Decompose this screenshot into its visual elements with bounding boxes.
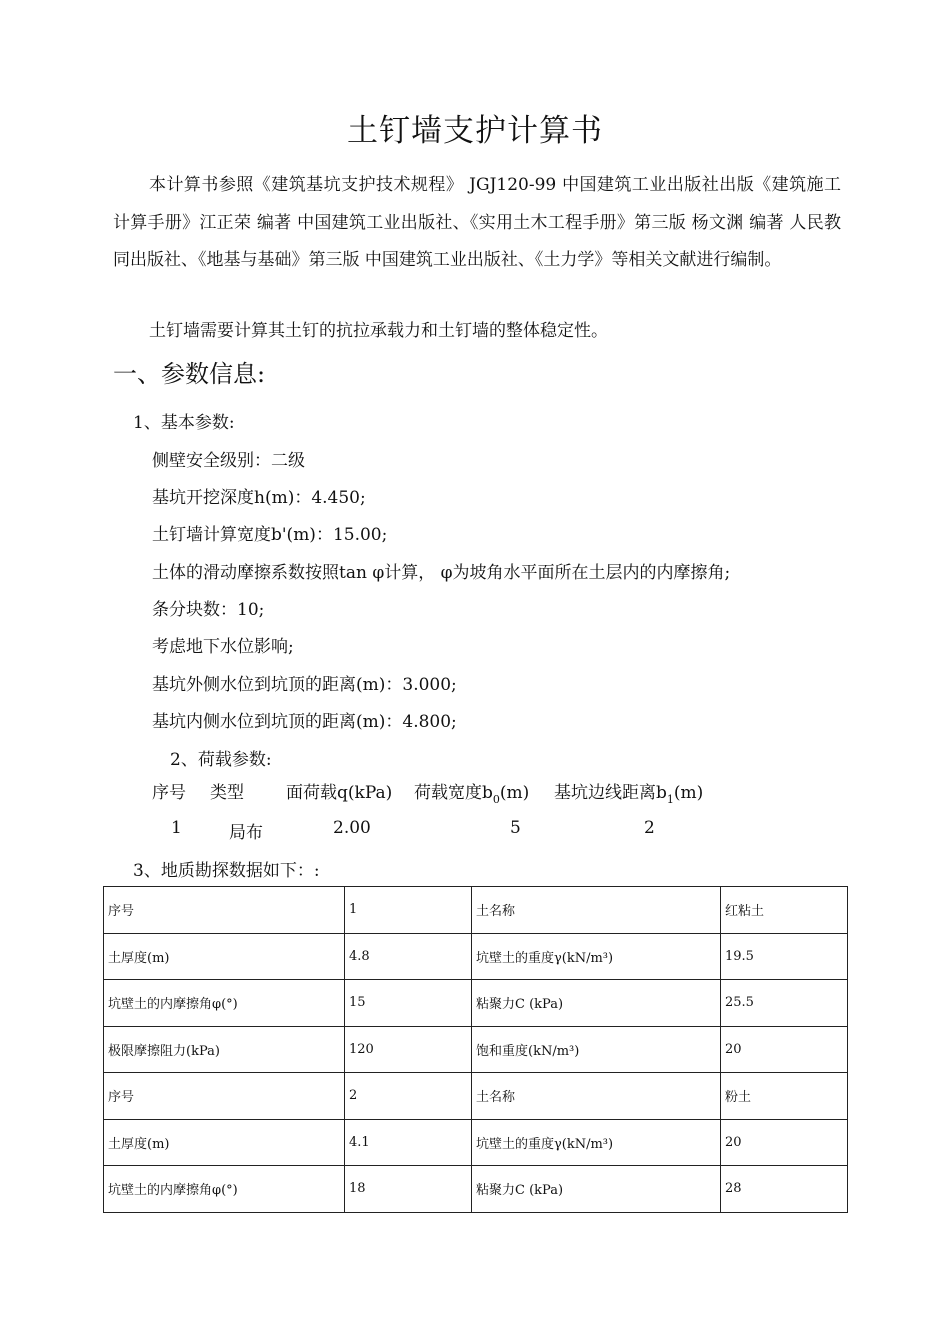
basic-param-line: 侧壁安全级别：二级 [152, 451, 305, 471]
table-cell: 坑壁土的内摩擦角φ(°) [104, 980, 345, 1027]
load-col-q: 面荷载q(kPa) [286, 783, 393, 803]
basic-param-line: 考虑地下水位影响; [152, 637, 294, 657]
table-cell: 序号 [104, 887, 345, 934]
load-value-q: 2.00 [333, 818, 371, 838]
load-col-b1 [554, 778, 703, 806]
basic-params-heading: 1、基本参数: [133, 413, 235, 433]
load-value-b0: 5 [510, 818, 521, 838]
document-title: 土钉墙支护计算书 [347, 113, 603, 149]
load-col-b1-text: 基坑边线距离b [554, 783, 667, 803]
section-heading-params: 一、参数信息: [113, 360, 266, 388]
table-cell: 1 [345, 887, 472, 934]
table-row [104, 980, 848, 1027]
table-row [104, 1166, 848, 1213]
table-cell: 饱和重度(kN/m³) [472, 1026, 721, 1073]
table-cell: 土名称 [472, 1073, 721, 1120]
table-cell: 20 [721, 1119, 848, 1166]
load-value-no: 1 [171, 818, 182, 838]
load-value-b1: 2 [644, 818, 655, 838]
table-cell: 18 [345, 1166, 472, 1213]
basic-param-line: 基坑内侧水位到坑顶的距离(m)：4.800; [152, 712, 457, 732]
table-cell: 粘聚力C (kPa) [472, 1166, 721, 1213]
basic-param-line: 基坑开挖深度h(m)：4.450; [152, 488, 366, 508]
table-row [104, 1073, 848, 1120]
table-cell: 120 [345, 1026, 472, 1073]
load-col-no: 序号 [152, 783, 186, 803]
table-cell: 坑壁土的内摩擦角φ(°) [104, 1166, 345, 1213]
table-cell: 4.8 [345, 933, 472, 980]
table-cell: 红粘土 [721, 887, 848, 934]
table-row [104, 887, 848, 934]
basic-param-line: 基坑外侧水位到坑顶的距离(m)：3.000; [152, 675, 457, 695]
table-cell: 粉土 [721, 1073, 848, 1120]
geology-table [103, 886, 848, 1213]
intro-paragraph-2: 土钉墙需要计算其土钉的抗拉承载力和土钉墙的整体稳定性。 [149, 321, 608, 341]
load-col-b1-sub: 1 [666, 793, 674, 806]
table-cell: 坑壁土的重度γ(kN/m³) [472, 933, 721, 980]
load-col-type: 类型 [210, 783, 244, 803]
table-cell: 25.5 [721, 980, 848, 1027]
table-cell: 2 [345, 1073, 472, 1120]
table-row [104, 1026, 848, 1073]
table-cell: 4.1 [345, 1119, 472, 1166]
basic-param-line: 土钉墙计算宽度b'(m)：15.00; [152, 525, 388, 545]
load-col-b0-sub: 0 [492, 793, 500, 806]
table-cell: 土厚度(m) [104, 1119, 345, 1166]
load-value-type: 局布 [229, 823, 263, 843]
table-cell: 土厚度(m) [104, 933, 345, 980]
table-cell: 极限摩擦阻力(kPa) [104, 1026, 345, 1073]
table-cell: 坑壁土的重度γ(kN/m³) [472, 1119, 721, 1166]
table-cell: 20 [721, 1026, 848, 1073]
geo-data-heading: 3、地质勘探数据如下：: [133, 861, 320, 881]
basic-param-line: 土体的滑动摩擦系数按照tan φ计算， φ为坡角水平面所在土层内的内摩擦角; [152, 563, 731, 583]
load-params-heading: 2、荷载参数: [170, 750, 272, 770]
table-cell: 粘聚力C (kPa) [472, 980, 721, 1027]
table-cell: 28 [721, 1166, 848, 1213]
table-cell: 序号 [104, 1073, 345, 1120]
table-row [104, 933, 848, 980]
load-col-b0-text: 荷载宽度b [414, 783, 493, 803]
load-col-b0-unit: (m) [499, 783, 530, 803]
table-row [104, 1119, 848, 1166]
basic-param-line: 条分块数：10; [152, 600, 265, 620]
load-col-b0 [414, 778, 529, 806]
table-cell: 19.5 [721, 933, 848, 980]
intro-paragraph: 本计算书参照《建筑基坑支护技术规程》 JGJ120-99 中国建筑工业出版社出版《建筑施工计算手册》江正荣 编著 中国建筑工业出版社、《实用土木工程手册》第三版 杨文渊 编著 人民教同出版社、《地基与基础》第三版 中国建筑工业出版社、《土力学》等相关文献进行编制。 [113, 175, 841, 270]
load-col-b1-unit: (m) [673, 783, 704, 803]
table-cell: 土名称 [472, 887, 721, 934]
table-cell: 15 [345, 980, 472, 1027]
